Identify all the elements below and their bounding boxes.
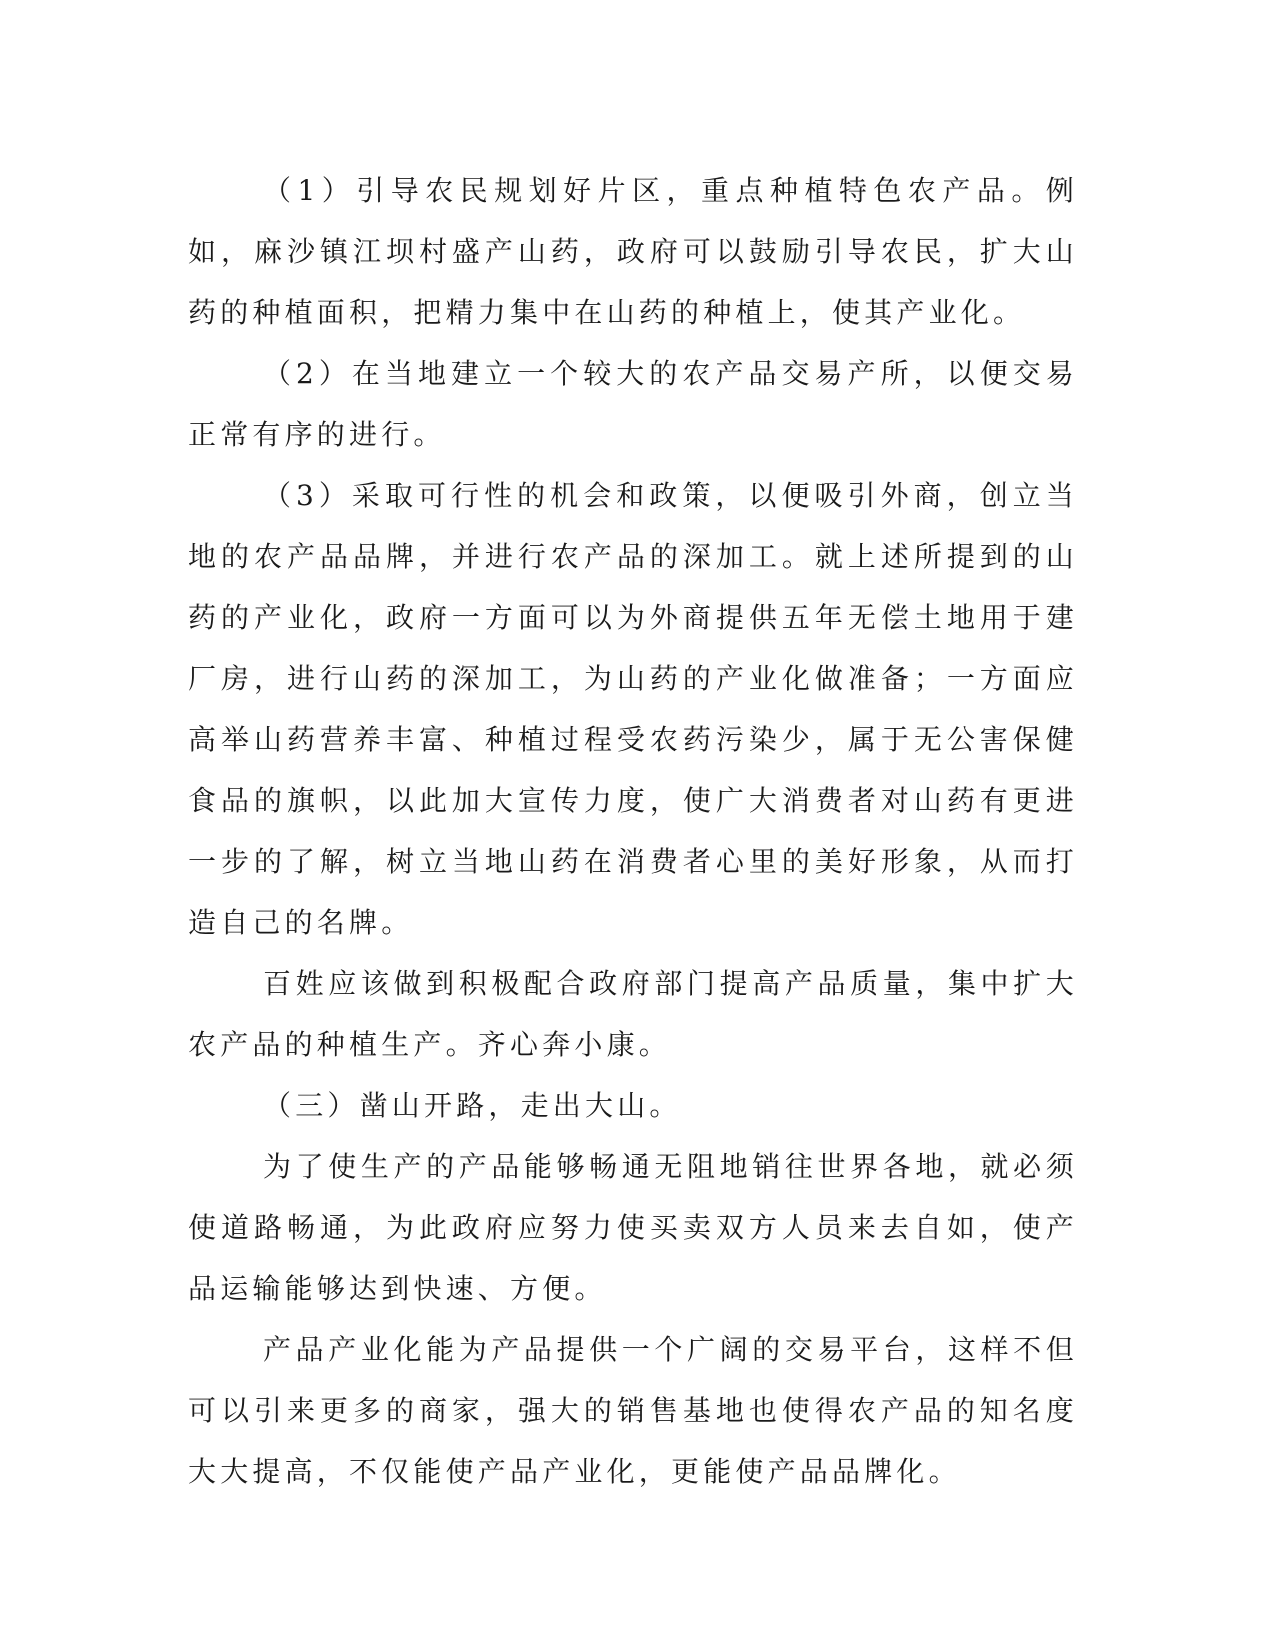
- paragraph-2: （2）在当地建立一个较大的农产品交易产所，以便交易正常有序的进行。: [188, 357, 1078, 451]
- paragraph-4: 百姓应该做到积极配合政府部门提高产品质量，集中扩大农产品的种植生产。齐心奔小康。: [188, 967, 1078, 1061]
- paragraph-5: 为了使生产的产品能够畅通无阻地销往世界各地，就必须使道路畅通，为此政府应努力使买卖双方人员来去自如，使产品运输能够达到快速、方便。: [188, 1150, 1078, 1305]
- paragraph-6: 产品产业化能为产品提供一个广阔的交易平台，这样不但可以引来更多的商家，强大的销售基地也使得农产品的知名度大大提高，不仅能使产品产业化，更能使产品品牌化。: [188, 1333, 1078, 1488]
- paragraph-3: （3）采取可行性的机会和政策，以便吸引外商，创立当地的农产品品牌，并进行农产品的深加工。就上述所提到的山药的产业化，政府一方面可以为外商提供五年无偿土地用于建厂房，进行山药的深加工，为山药的产业化做准备；一方面应高举山药营养丰富、种植过程受农药污染少，属于无公害保健食品的旗帜，以此加大宣传力度，使广大消费者对山药有更进一步的了解，树立当地山药在消费者心里的美好形象，从而打造自己的名牌。: [188, 479, 1078, 939]
- paragraph-1: （1）引导农民规划好片区，重点种植特色农产品。例如，麻沙镇江坝村盛产山药，政府可以鼓励引导农民，扩大山药的种植面积，把精力集中在山药的种植上，使其产业化。: [188, 174, 1078, 329]
- section-heading: （三）凿山开路，走出大山。: [263, 1089, 682, 1122]
- document-body: [188, 160, 1078, 1502]
